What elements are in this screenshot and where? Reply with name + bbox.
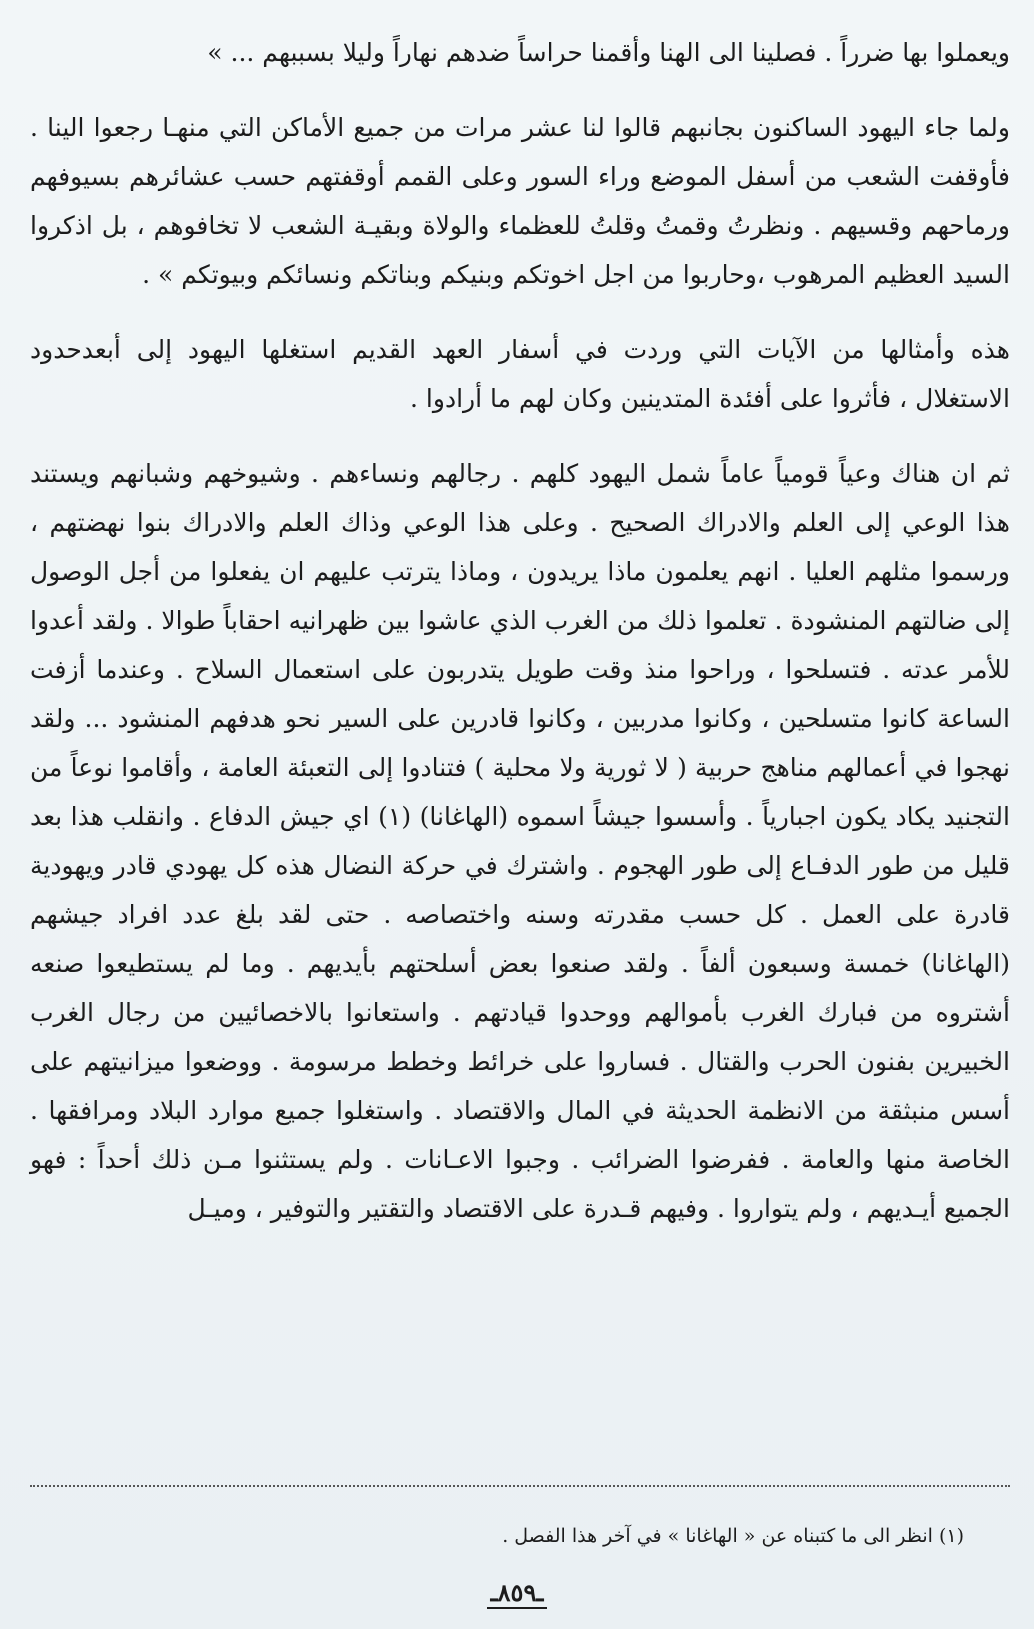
paragraph-main: ثم ان هناك وعياً قومياً عاماً شمل اليهود كلهم . رجالهم ونساءهم . وشيوخهم وشبانهم ويستند هذا الوعي إلى العلم والادراك الصحيح . وعلى هذا الوعي وذاك العلم والادراك بنوا نهضتهم ، ورسموا مثلهم العليا . انهم يعلمون ماذا يريدون ، وماذا يترتب عليهم ان يفعلوا من أجل الوصول إلى ضالتهم المنشودة . تعلموا ذلك من الغرب الذي عاشوا بين ظهرانيه احقاباً طوالا . ولقد أعدوا للأمر عدته . فتسلحوا ، وراحوا منذ وقت طويل يتدربون على استعمال السلاح . وعندما أزفت الساعة كانوا متسلحين ، وكانوا مدربين ، وكانوا قادرين على السير نحو هدفهم المنشود ... ولقد نهجوا في أعمالهم مناهج حربية ( لا ثورية ولا محلية ) فتنادوا إلى التعبئة العامة ، وأقاموا نوعاً من التجنيد يكاد يكون اجبارياً . وأسسوا جيشاً اسموه (الهاغانا) (١) اي جيش الدفاع . وانقلب هذا بعد قليل من طور الدفـاع إلى طور الهجوم . واشترك في حركة النضال هذه كل يهودي قادر ويهودية قادرة على العمل . كل حسب مقدرته وسنه واختصاصه . حتى لقد بلغ عدد افراد جيشهم (الهاغانا) خمسة وسبعون ألفاً . ولقد صنعوا بعض أسلحتهم بأيديهم . وما لم يستطيعوا صنعه أشتروه من فبارك الغرب بأموالهم ووحدوا قيادتهم . واستعانوا بالاخصائيين من رجال الغرب الخبيرين بفنون الحرب والقتال . فساروا على خرائط وخطط مرسومة . ووضعوا ميزانيتهم على أسس منبثقة من الانظمة الحديثة في المال والاقتصاد . واستغلوا جميع موارد البلاد ومرافقها . الخاصة منها والعامة . ففرضوا الضرائب . وجبوا الاعـانات . ولم يستثنوا مـن ذلك أحداً : فهو الجميع أيـديهم ، ولم يتواروا . وفيهم قـدرة على الاقتصاد والتقتير والتوفير ، وميـل xyxy=(30,459,1010,1223)
footnote: (١) انظر الى ما كتبناه عن « الهاغانا » في آخر هذا الفصل . xyxy=(502,1525,964,1547)
page-number-text: ـ٨٥٩ـ xyxy=(487,1578,548,1609)
paragraph-quote-end: ويعملوا بها ضرراً . فصلينا الى الهنا وأقمنا حراساً ضدهم نهاراً وليلا بسببهم ... » xyxy=(207,38,1010,67)
page-number xyxy=(0,1578,1034,1607)
paragraph-commentary: هذه وأمثالها من الآيات التي وردت في أسفار العهد القديم استغلها اليهود إلى أبعدحدود الاستغلال ، فأثروا على أفئدة المتدينين وكان لهم ما أرادوا . xyxy=(30,335,1010,413)
footnote-divider xyxy=(30,1485,1010,1487)
paragraph-quote: ولما جاء اليهود الساكنون بجانبهم قالوا لنا عشر مرات من جميع الأماكن التي منهـا رجعوا الينا . فأوقفت الشعب من أسفل الموضع وراء السور وعلى القمم أوقفتهم حسب عشائرهم بسيوفهم ورماحهم وقسيهم . ونظرتُ وقمتُ وقلتُ للعظماء والولاة وبقيـة الشعب لا تخافوهم ، بل اذكروا السيد العظيم المرهوب ،وحاربوا من اجل اخوتكم وبنيكم وبناتكم ونسائكم وبيوتكم » . xyxy=(30,113,1010,289)
